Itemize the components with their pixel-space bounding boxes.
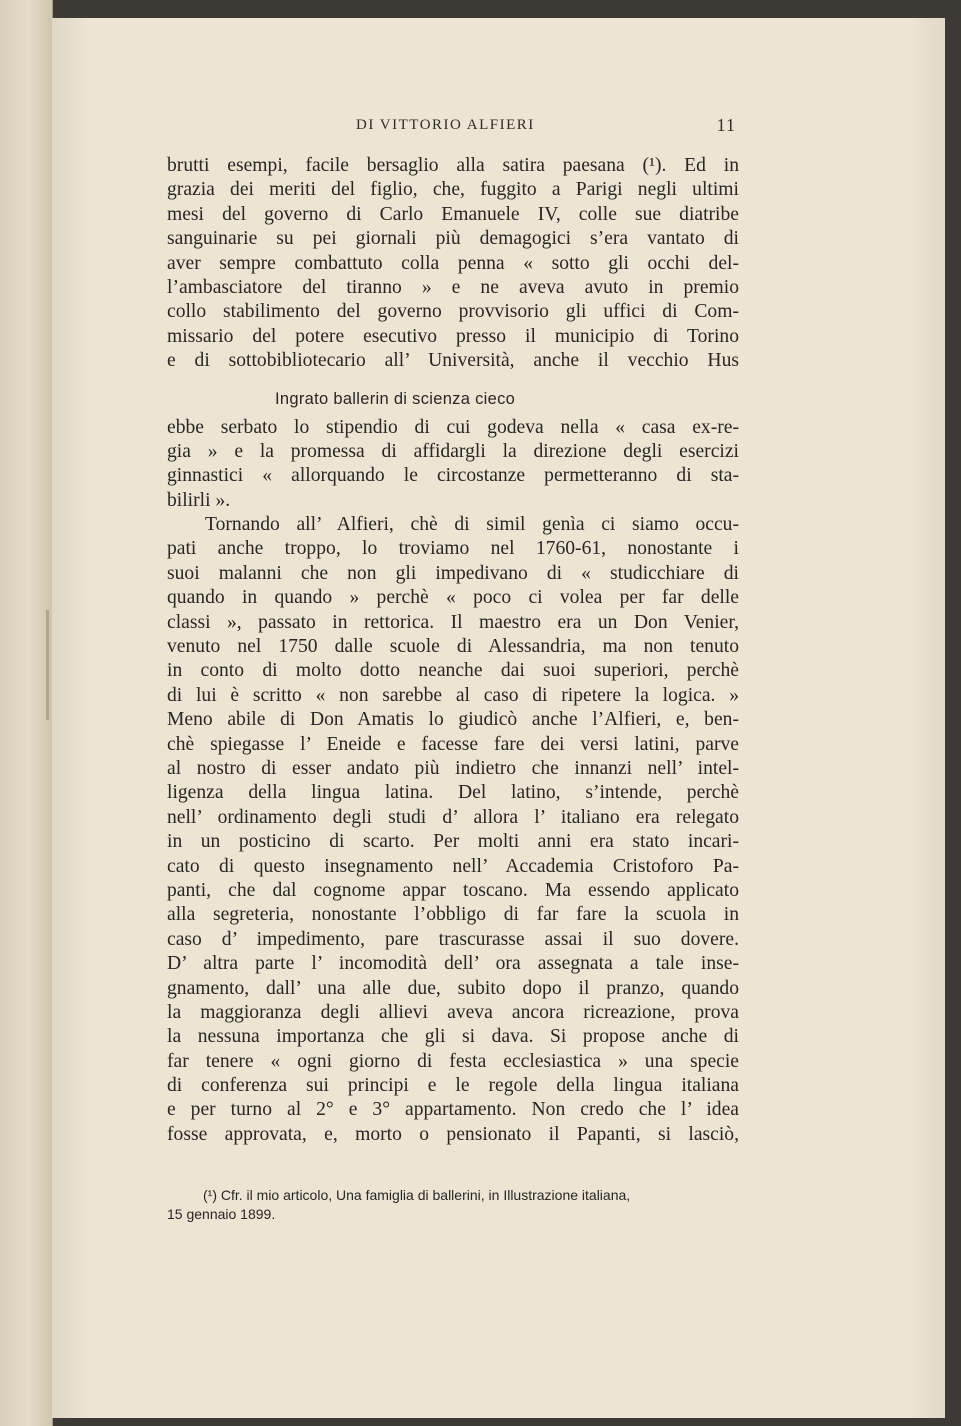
text-line: in conto di molto dotto neanche dai suoi superiori, perchè (167, 660, 739, 682)
text-line: D’ altra parte l’ incomodità dell’ ora assegnata a tale inse- (167, 953, 739, 975)
text-line: caso d’ impedimento, pare trascurasse assai il suo dovere. (167, 928, 739, 950)
footnote (167, 1186, 739, 1224)
text-line: chè spiegasse l’ Eneide e facesse fare dei versi latini, parve (167, 733, 739, 755)
running-header (356, 117, 736, 139)
text-line: collo stabilimento del governo provvisorio gli uffici di Com- (167, 301, 739, 323)
text-line: venuto nel 1750 dalle scuole di Alessandria, ma non tenuto (167, 636, 739, 658)
margin-mark (46, 610, 49, 720)
body-text (167, 154, 739, 1147)
text-line: gia » e la promessa di affidargli la direzione degli esercizi (167, 440, 739, 462)
text-line: grazia dei meriti del figlio, che, fuggito a Parigi negli ultimi (167, 179, 739, 201)
text-line: pati anche troppo, lo troviamo nel 1760-61, nonostante i (167, 538, 739, 560)
text-line: l’ambasciatore del tiranno » e ne aveva avuto in premio (167, 276, 739, 298)
paragraph-1-continued (167, 416, 739, 514)
paragraph-2 (167, 513, 739, 1147)
text-line: quando in quando » perchè « poco ci volea per far delle (167, 587, 739, 609)
text-line: cato di questo insegnamento nell’ Accademia Cristoforo Pa- (167, 855, 739, 877)
text-line: di conferenza sui principi e le regole della lingua italiana (167, 1075, 739, 1097)
text-line: classi », passato in rettorica. Il maestro era un Don Venier, (167, 611, 739, 633)
text-line: la nessuna importanza che gli si dava. Si propose anche di (167, 1026, 739, 1048)
text-line: al nostro di esser andato più indietro che innanzi nell’ intel- (167, 757, 739, 779)
text-line: ginnastici « allorquando le circostanze permetteranno di sta- (167, 465, 739, 487)
verse-quote: Ingrato ballerin di scienza cieco (275, 389, 516, 408)
text-line: la maggioranza degli allievi aveva ancora ricreazione, prova (167, 1001, 739, 1023)
text-line: ebbe serbato lo stipendio di cui godeva nella « casa ex-re- (167, 416, 739, 438)
text-line: gnamento, dall’ una alle due, subito dopo il pranzo, quando (167, 977, 739, 999)
text-line: fosse approvata, e, morto o pensionato il Papanti, si lasciò, (167, 1123, 739, 1145)
text-line: bilirli ». (167, 489, 231, 511)
page-number: 11 (716, 115, 736, 135)
text-line: di lui è scritto « non sarebbe al caso di ripetere la logica. » (167, 684, 739, 706)
text-line: suoi malanni che non gli impedivano di « studicchiare di (167, 562, 739, 584)
text-line: sanguinarie su pei giornali più demagogici s’era vantato di (167, 228, 739, 250)
text-line: in un posticino di scarto. Per molti anni era stato incari- (167, 831, 739, 853)
text-line: Tornando all’ Alfieri, chè di simil genìa ci siamo occu- (205, 514, 739, 536)
text-line: panti, che dal cognome appar toscano. Ma essendo applicato (167, 879, 739, 901)
text-line: aver sempre combattuto colla penna « sotto gli occhi del- (167, 252, 739, 274)
text-line: e di sottobibliotecario all’ Università, anche il vecchio Hus (167, 350, 739, 372)
text-line: missario del potere esecutivo presso il municipio di Torino (167, 325, 739, 347)
text-line: e per turno al 2° e 3° appartamento. Non credo che l’ idea (167, 1099, 739, 1121)
text-line: mesi del governo di Carlo Emanuele IV, colle sue diatribe (167, 203, 739, 225)
text-line: brutti esempi, facile bersaglio alla satira paesana (¹). Ed in (167, 155, 739, 176)
text-line: nell’ ordinamento degli studi d’ allora l’ italiano era relegato (167, 806, 739, 828)
text-line: ligenza della lingua latina. Del latino, s’intende, perchè (167, 782, 739, 804)
text-line: far tenere « ogni giorno di festa ecclesiastica » una specie (167, 1050, 739, 1072)
header-title: DI VITTORIO ALFIERI (356, 117, 535, 133)
footnote-line-2: 15 gennaio 1899. (167, 1206, 276, 1222)
text-line: Meno abile di Don Amatis lo giudicò anche l’Alfieri, e, ben- (167, 709, 739, 731)
footnote-line-1: (¹) Cfr. il mio articolo, Una famiglia di ballerini, in Illustrazione italiana, (203, 1187, 631, 1203)
paragraph-1 (167, 154, 739, 374)
text-line: alla segreteria, nonostante l’obbligo di far fare la scuola in (167, 904, 739, 926)
